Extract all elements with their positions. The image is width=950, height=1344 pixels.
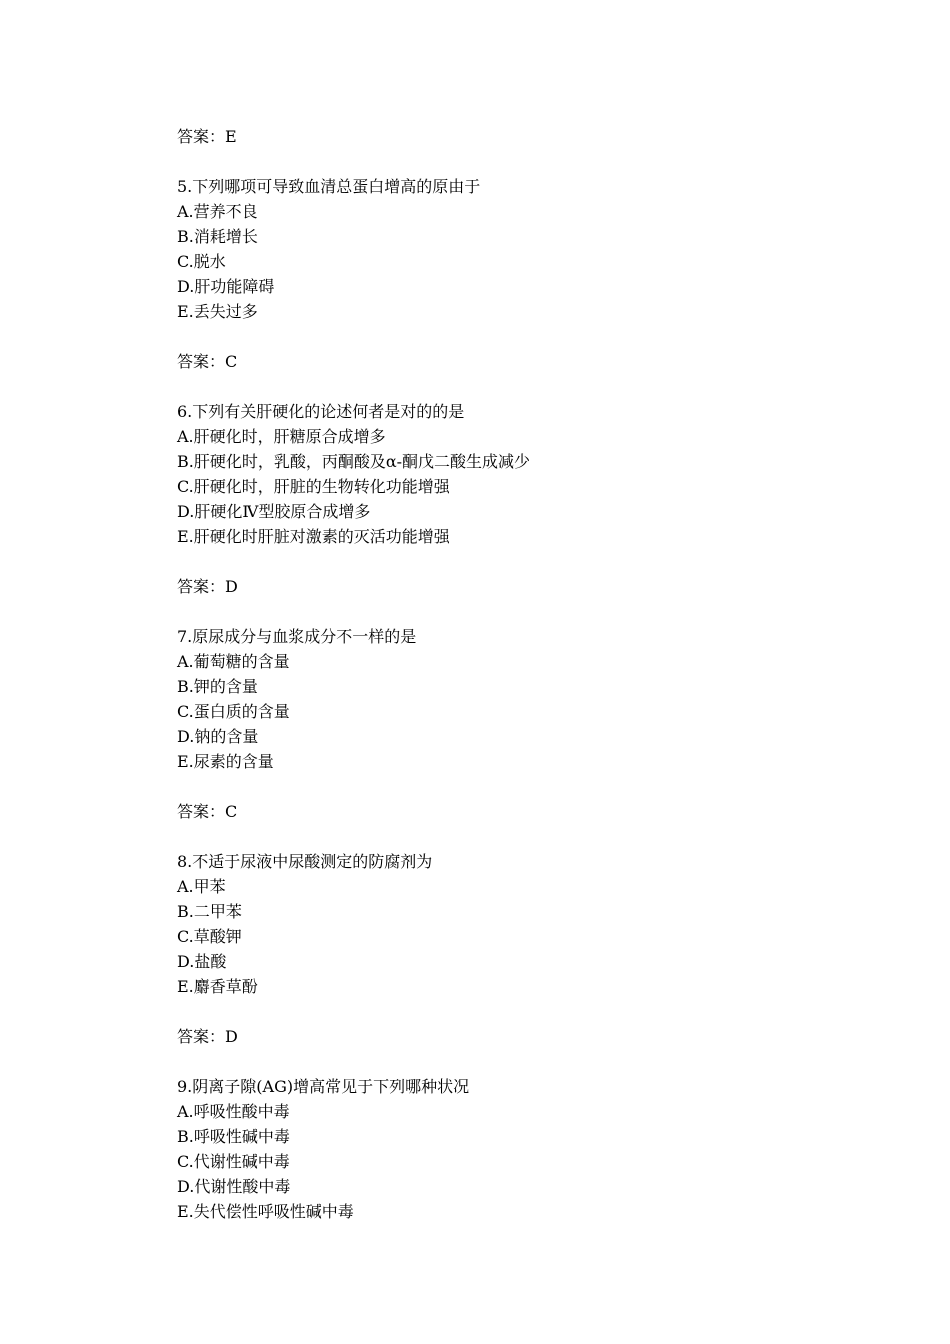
question-block <box>177 1074 877 1224</box>
spacer <box>177 324 877 349</box>
option-b: B.钾的含量 <box>177 677 258 696</box>
question-stem: 8.不适于尿液中尿酸测定的防腐剂为 <box>177 852 433 871</box>
answer-line: 答案：C <box>177 802 238 821</box>
option-e: E.丢失过多 <box>177 302 258 321</box>
option-a: A.肝硬化时，肝糖原合成增多 <box>177 427 386 446</box>
question-stem: 9.阴离子隙(AG)增高常见于下列哪种状况 <box>177 1077 470 1096</box>
option-c: C.草酸钾 <box>177 927 242 946</box>
option-a: A.呼吸性酸中毒 <box>177 1102 290 1121</box>
option-b: B.呼吸性碱中毒 <box>177 1127 290 1146</box>
option-e: E.失代偿性呼吸性碱中毒 <box>177 1202 354 1221</box>
spacer <box>177 149 877 174</box>
spacer <box>177 774 877 799</box>
option-b: B.消耗增长 <box>177 227 258 246</box>
spacer <box>177 549 877 574</box>
option-a: A.营养不良 <box>177 202 258 221</box>
answer-line: 答案：D <box>177 577 238 596</box>
question-stem: 5.下列哪项可导致血清总蛋白增高的原由于 <box>177 177 481 196</box>
option-a: A.葡萄糖的含量 <box>177 652 290 671</box>
answer-line: 答案：C <box>177 352 238 371</box>
option-b: B.二甲苯 <box>177 902 242 921</box>
spacer <box>177 999 877 1024</box>
question-block <box>177 624 877 849</box>
question-block <box>177 849 877 1074</box>
spacer <box>177 374 877 399</box>
option-d: D.盐酸 <box>177 952 227 971</box>
answer-line: 答案：D <box>177 1027 238 1046</box>
answer-line: 答案：E <box>177 127 237 146</box>
option-e: E.尿素的含量 <box>177 752 274 771</box>
spacer <box>177 599 877 624</box>
question-block <box>177 399 877 624</box>
question-stem: 6.下列有关肝硬化的论述何者是对的的是 <box>177 402 465 421</box>
option-e: E.肝硬化时肝脏对激素的灭活功能增强 <box>177 527 450 546</box>
option-b: B.肝硬化时，乳酸，丙酮酸及α-酮戊二酸生成减少 <box>177 452 531 471</box>
option-c: C.肝硬化时，肝脏的生物转化功能增强 <box>177 477 450 496</box>
spacer <box>177 1049 877 1074</box>
option-d: D.肝功能障碍 <box>177 277 275 296</box>
spacer <box>177 824 877 849</box>
option-c: C.脱水 <box>177 252 226 271</box>
option-d: D.肝硬化Ⅳ型胶原合成增多 <box>177 502 371 521</box>
option-e: E.麝香草酚 <box>177 977 258 996</box>
document-page <box>177 124 877 1224</box>
option-c: C.代谢性碱中毒 <box>177 1152 290 1171</box>
option-d: D.钠的含量 <box>177 727 259 746</box>
question-stem: 7.原尿成分与血浆成分不一样的是 <box>177 627 417 646</box>
option-d: D.代谢性酸中毒 <box>177 1177 291 1196</box>
option-a: A.甲苯 <box>177 877 226 896</box>
question-block <box>177 174 877 399</box>
option-c: C.蛋白质的含量 <box>177 702 290 721</box>
